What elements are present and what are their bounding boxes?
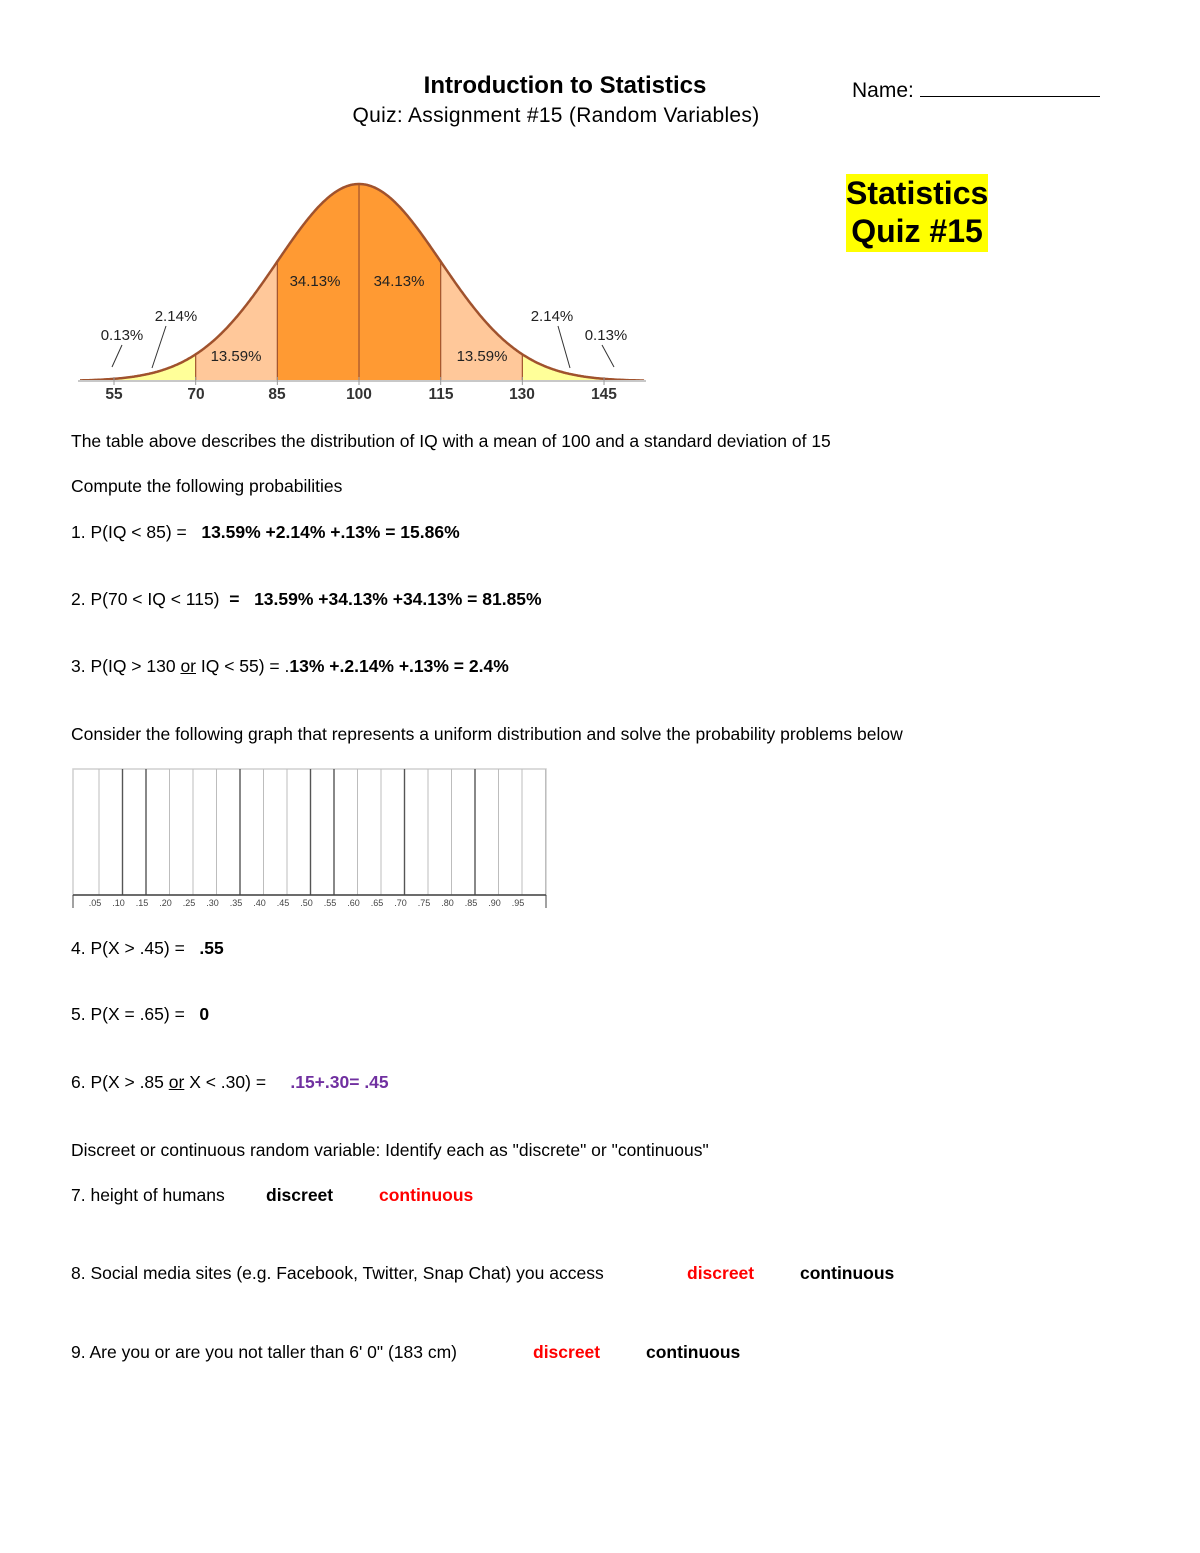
question-1-answer: 13.59% +2.14% +.13% = 15.86%: [201, 522, 460, 542]
question-3-text-b: IQ < 55) = .: [196, 656, 290, 676]
question-9-option-continuous: continuous: [646, 1342, 741, 1362]
compute-instruction: Compute the following probabilities: [71, 476, 343, 496]
pct-label-o1: 2.14%: [154, 308, 198, 325]
pct-label-c2: 34.13%: [373, 273, 425, 290]
question-8-option-continuous: continuous: [800, 1263, 895, 1283]
question-4-answer: .55: [199, 938, 224, 958]
uniform-tick-label: .80: [441, 898, 454, 908]
uniform-tick-label: .75: [417, 898, 431, 908]
uniform-instruction: Consider the following graph that represents a uniform distribution and solve the probability problems below: [71, 724, 903, 744]
uniform-tick-label: .25: [182, 898, 196, 908]
pct-label-m1: 13.59%: [210, 348, 262, 365]
leader-t1: [112, 345, 122, 367]
badge-line-2: Quiz #15: [851, 213, 983, 249]
tick-label: 100: [346, 386, 372, 403]
question-8-option-discreet: discreet: [687, 1263, 755, 1283]
question-1-text: 1. P(IQ < 85) =: [71, 522, 187, 542]
question-4: [71, 938, 224, 959]
uniform-tick-label: .05: [88, 898, 102, 908]
uniform-tick-label: .40: [253, 898, 266, 908]
question-6-or: or: [168, 1072, 185, 1092]
uniform-tick-label: .55: [323, 898, 337, 908]
question-5-answer: 0: [199, 1004, 210, 1024]
question-6-text-b: X < .30) =: [184, 1072, 267, 1092]
uniform-tick-label: .70: [394, 898, 407, 908]
normal-distribution-chart: [70, 170, 650, 410]
question-1: [71, 522, 460, 543]
pct-label-m2: 13.59%: [456, 348, 508, 365]
question-4-text: 4. P(X > .45) =: [71, 938, 185, 958]
uniform-tick-label: .95: [511, 898, 525, 908]
question-6-text-a: 6. P(X > .85: [71, 1072, 169, 1092]
leader-t2: [602, 345, 614, 367]
question-3-text-a: 3. P(IQ > 130: [71, 656, 181, 676]
page-title: Introduction to Statistics: [423, 72, 707, 99]
question-2-equals: =: [229, 589, 240, 609]
tick-label: 70: [187, 386, 205, 403]
discrete-instruction: Discreet or continuous random variable: Identify each as "discrete" or "continuous": [71, 1140, 709, 1160]
tick-label: 55: [105, 386, 123, 403]
name-blank-line: [920, 76, 1100, 97]
question-6: [71, 1072, 389, 1093]
uniform-tick-label: .50: [300, 898, 313, 908]
uniform-tick-label: .45: [276, 898, 290, 908]
question-8: 8. Social media sites (e.g. Facebook, Twitter, Snap Chat) you access: [71, 1263, 604, 1283]
tick-label: 145: [591, 386, 617, 403]
question-9-option-discreet: discreet: [533, 1342, 601, 1362]
distribution-description: The table above describes the distribution of IQ with a mean of 100 and a standard deviation of 15: [71, 431, 831, 451]
pct-label-t1: 0.13%: [100, 327, 144, 344]
quiz-badge: [846, 174, 988, 252]
tick-label: 85: [268, 386, 286, 403]
pct-label-o2: 2.14%: [530, 308, 574, 325]
question-9: 9. Are you or are you not taller than 6' 0" (183 cm): [71, 1342, 458, 1362]
question-7: 7. height of humans: [71, 1185, 225, 1205]
uniform-tick-label: .65: [370, 898, 384, 908]
question-6-answer: .15+.30= .45: [290, 1072, 389, 1092]
uniform-tick-label: .30: [206, 898, 219, 908]
page-subtitle: Quiz: Assignment #15 (Random Variables): [352, 104, 760, 127]
pct-label-c1: 34.13%: [289, 273, 341, 290]
name-label: Name:: [852, 79, 914, 102]
question-5-text: 5. P(X = .65) =: [71, 1004, 185, 1024]
question-2-text: 2. P(70 < IQ < 115): [71, 589, 220, 609]
tick-label: 130: [509, 386, 535, 403]
uniform-tick-label: .10: [112, 898, 125, 908]
uniform-tick-label: .85: [464, 898, 478, 908]
badge-line-1: Statistics: [846, 175, 989, 211]
uniform-tick-label: .60: [347, 898, 360, 908]
uniform-tick-label: .15: [135, 898, 149, 908]
tick-label: 115: [428, 386, 454, 403]
uniform-tick-label: .20: [159, 898, 172, 908]
uniform-tick-labels: [89, 898, 525, 908]
uniform-distribution-graph: [70, 765, 550, 913]
uniform-tick-label: .90: [488, 898, 501, 908]
question-2: [71, 589, 542, 610]
name-field: [852, 76, 1100, 103]
question-3-or: or: [180, 656, 196, 676]
uniform-tick-label: .35: [229, 898, 243, 908]
question-2-answer: 13.59% +34.13% +34.13% = 81.85%: [254, 589, 542, 609]
question-5: [71, 1004, 209, 1025]
question-7-option-discreet: discreet: [266, 1185, 334, 1205]
leader-o2: [558, 326, 570, 368]
pct-label-t2: 0.13%: [584, 327, 628, 344]
question-3-answer: 13% +.2.14% +.13% = 2.4%: [289, 656, 509, 676]
question-7-option-continuous: continuous: [379, 1185, 474, 1205]
question-3: [71, 656, 509, 677]
leader-o1: [152, 326, 166, 368]
